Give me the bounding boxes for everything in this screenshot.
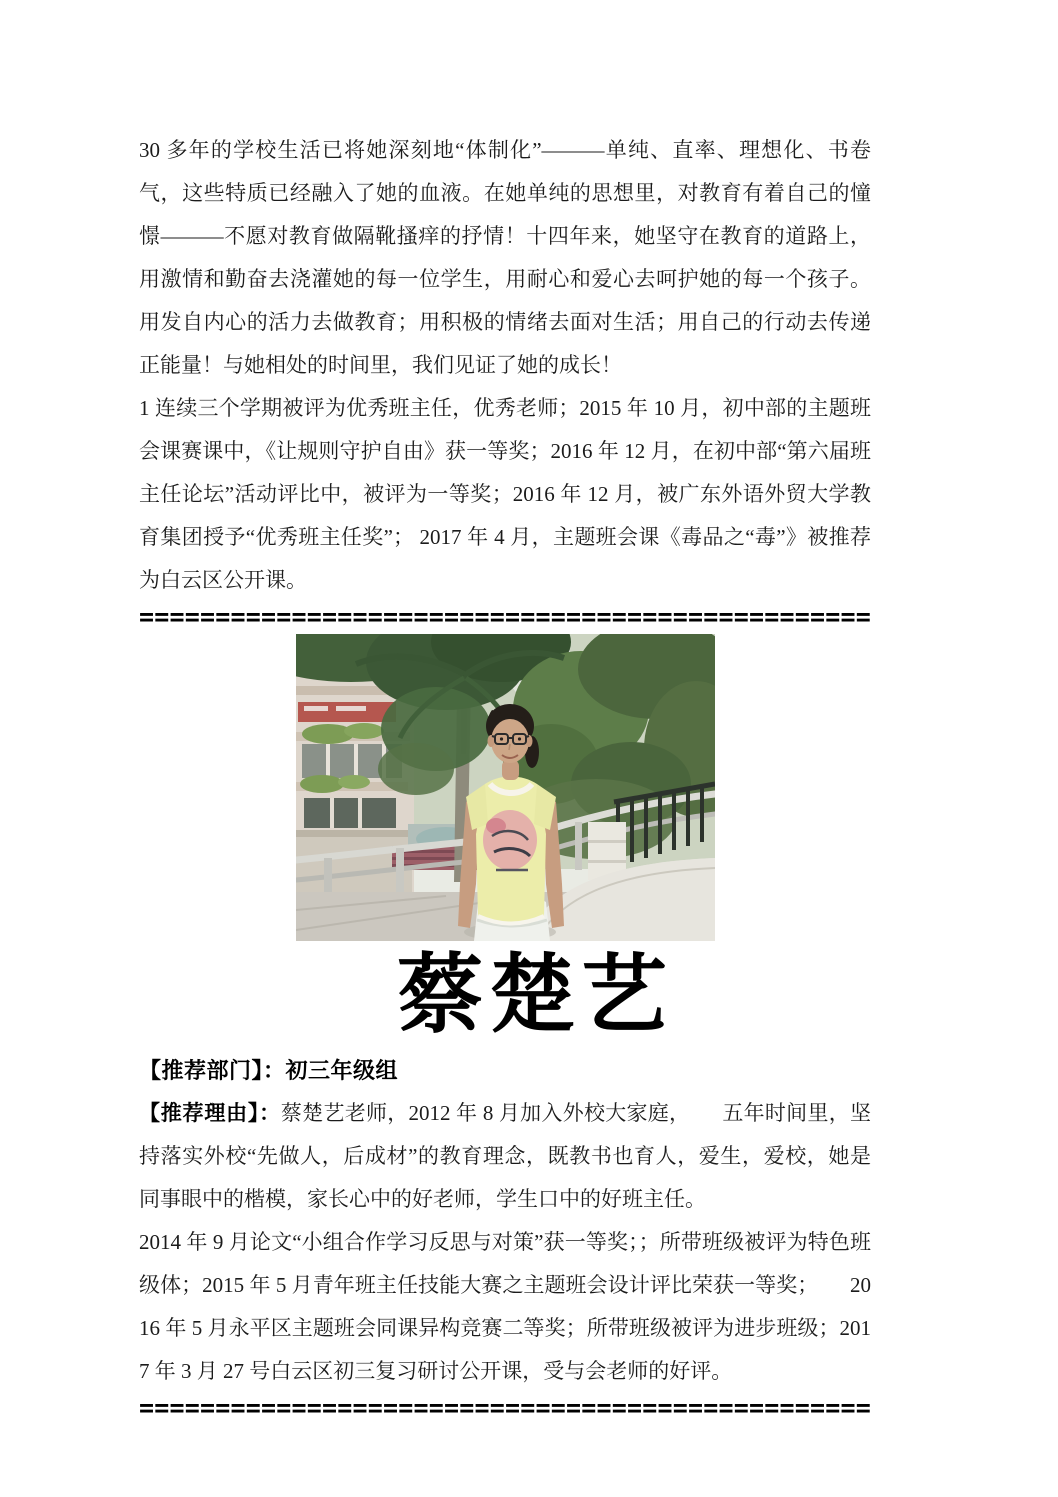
- teacher-photo-illustration: [296, 634, 715, 941]
- teacher-name: 蔡楚艺: [397, 947, 673, 1043]
- reason-label: 【推荐理由】：: [139, 1102, 281, 1125]
- intro-paragraph: 30 多年的学校生活已将她深刻地“体制化”———单纯、直率、理想化、书卷气，这些特质已经融入了她的血液。在她单纯的思想里，对教育有着自己的憧憬———不愿对教育做隔靴搔痒的抒情！十四年来，她坚守在教育的道路上，用激情和勤奋去浇灌她的每一位学生，用耐心和爱心去呵护她的每一个孩子。用发自内心的活力去做教育；用积极的情绪去面对生活；用自己的行动去传递正能量！与她相处的时间里，我们见证了她的成长！: [139, 138, 871, 377]
- document-content: [139, 129, 871, 1423]
- teacher-photo: [296, 634, 715, 941]
- reason-paragraph: [139, 1092, 871, 1221]
- achievements-paragraph: 2014 年 9 月论文“小组合作学习反思与对策”获一等奖；；所带班级被评为特色班级体；2015 年 5 月青年班主任技能大赛之主题班会设计评比荣获一等奖； 2016 年 5 月永平区主题班会同课异构竞赛二等奖；所带班级被评为进步班级；2017 年 3 月 27 号白云区初三复习研讨公开课，受与会老师的好评。: [139, 1230, 871, 1383]
- department-line: [139, 1049, 871, 1092]
- department-value: 初三年级组: [285, 1058, 399, 1083]
- divider-top: ================================================: [139, 602, 872, 631]
- awards-paragraph: 1 连续三个学期被评为优秀班主任，优秀老师；2015 年 10 月，初中部的主题班会课赛课中，《让规则守护自由》获一等奖；2016 年 12 月，在初中部“第六届班主任论坛”活动评比中，被评为一等奖；2016 年 12 月，被广东外语外贸大学教育集团授予“优秀班主任奖”； 2017 年 4 月，主题班会课《毒品之“毒”》被推荐为白云区公开课。: [139, 396, 871, 592]
- reason-text: 蔡楚艺老师，2012 年 8 月加入外校大家庭， 五年时间里，坚持落实外校“先做人，后成材”的教育理念，既教书也育人，爱生，爱校，她是同事眼中的楷模，家长心中的好老师，学生口中的好班主任。: [139, 1101, 871, 1211]
- divider-bottom: ================================================: [139, 1393, 872, 1422]
- department-label: 【推荐部门】：: [139, 1058, 286, 1083]
